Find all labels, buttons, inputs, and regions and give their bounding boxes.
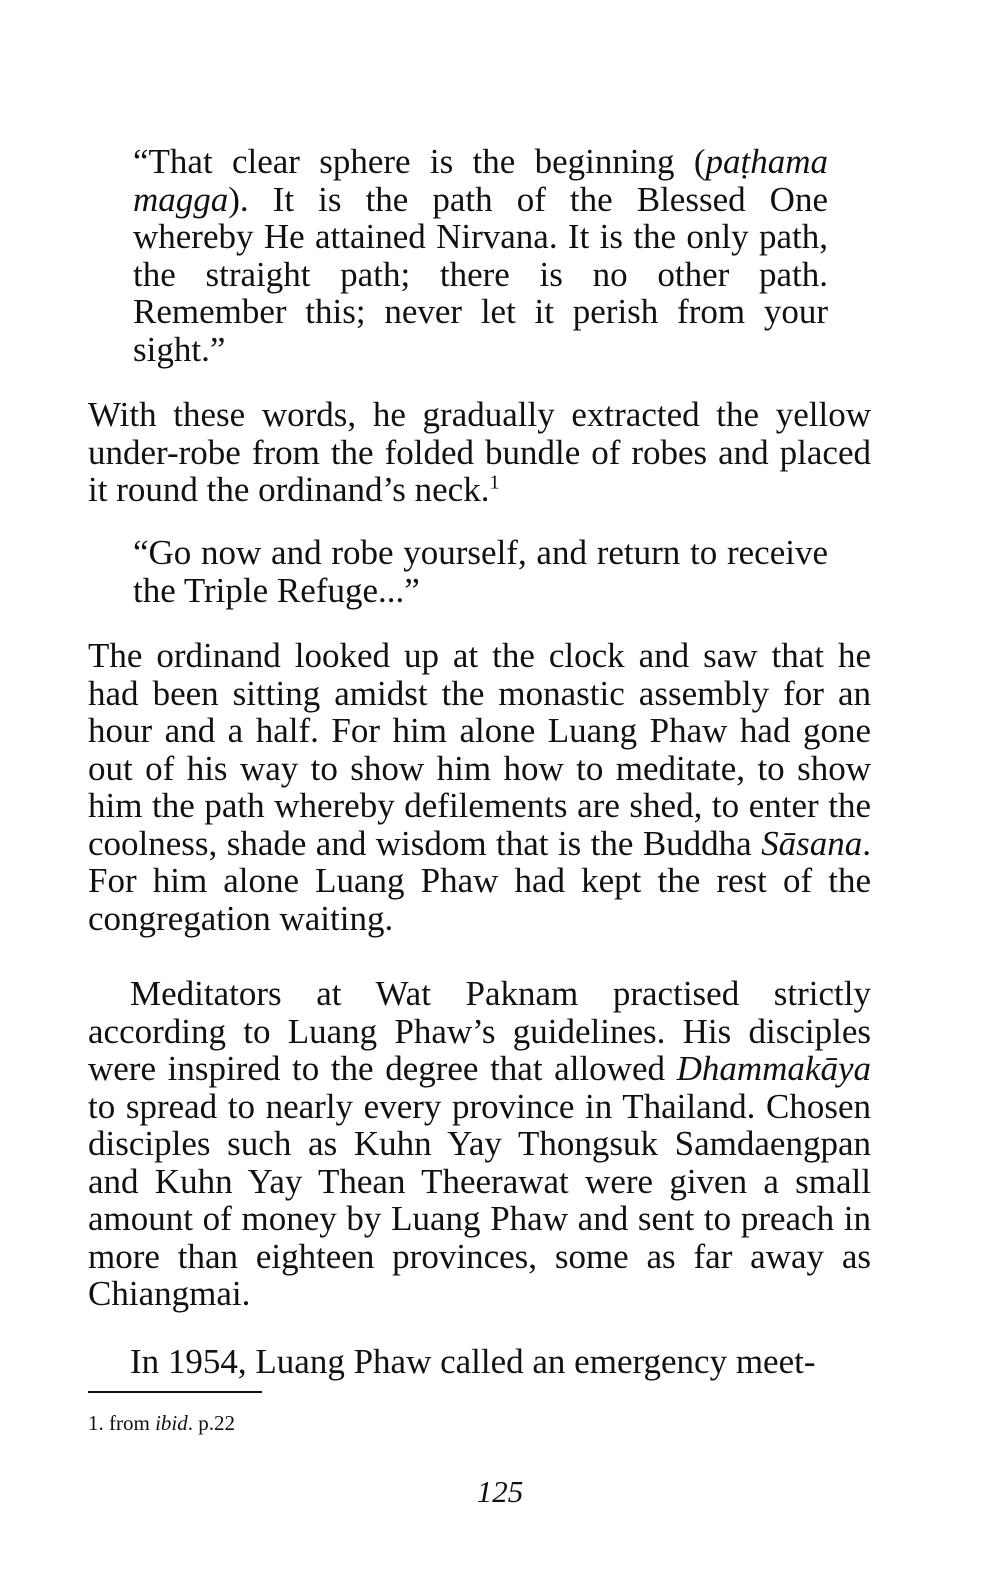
pali-term-dhammakaya: Dhammakāya — [676, 1049, 871, 1088]
footnote-rule — [88, 1391, 262, 1393]
paragraph-robe — [88, 396, 871, 509]
paragraph-ordinand-text-end: . For him alone Luang Phaw had kept the rest of the congregation waiting. — [88, 823, 871, 938]
pali-term-sasana: Sāsana — [761, 823, 863, 863]
paragraph-1954 — [88, 1343, 871, 1381]
footnote-prefix: 1. from — [88, 1411, 156, 1435]
quote-open-text: “That clear sphere is the beginning ( — [133, 142, 706, 181]
second-quote-text: “Go now and robe yourself, and return to receive the Triple Refuge...” — [133, 533, 828, 610]
quote-close-text: ). It is the path of the Blessed One whereby He attained Nirvana. It is the only path, the straight path; there is no other path. Remember this; never let it perish from your sight.” — [133, 179, 828, 369]
footnote-marker: 1 — [489, 471, 500, 494]
paragraph-ordinand-text: The ordinand looked up at the clock and saw that he had been sitting amidst the monastic assembly for an hour and a half. For him alone Luang Phaw had gone out of his way to show him how to meditate, to show him the path whereby defilements are shed, to enter the coolness, shade and wisdom that is the Buddha — [88, 636, 871, 863]
footnote-ibid: ibid — [155, 1411, 188, 1435]
second-quote — [133, 534, 828, 609]
paragraph-ordinand — [88, 637, 871, 937]
opening-quote — [133, 143, 828, 368]
paragraph-meditators-text: Meditators at Wat Paknam practised strictly according to Luang Phaw’s guidelines. His disciples were inspired to the degree that allowed — [88, 974, 871, 1088]
pali-term-pathama-magga: paṭhama magga — [133, 142, 828, 219]
paragraph-meditators — [88, 975, 871, 1313]
page-number: 125 — [476, 1474, 524, 1509]
footnote — [88, 1410, 235, 1436]
footnote-suffix: . p.22 — [187, 1411, 235, 1435]
paragraph-meditators-text-end: to spread to nearly every province in Thailand. Chosen disciples such as Kuhn Yay Thongsuk Samdaengpan and Kuhn Yay Thean Theerawat were given a small amount of money by Luang Phaw and sent to preach in more than eighteen provinces, some as far away as Chiangmai. — [88, 1086, 871, 1313]
paragraph-robe-text: With these words, he gradually extracted the yellow under-robe from the folded bundle of robes and placed it round the ordinand’s neck. — [88, 395, 871, 509]
paragraph-1954-text: In 1954, Luang Phaw called an emergency meet- — [130, 1342, 816, 1381]
